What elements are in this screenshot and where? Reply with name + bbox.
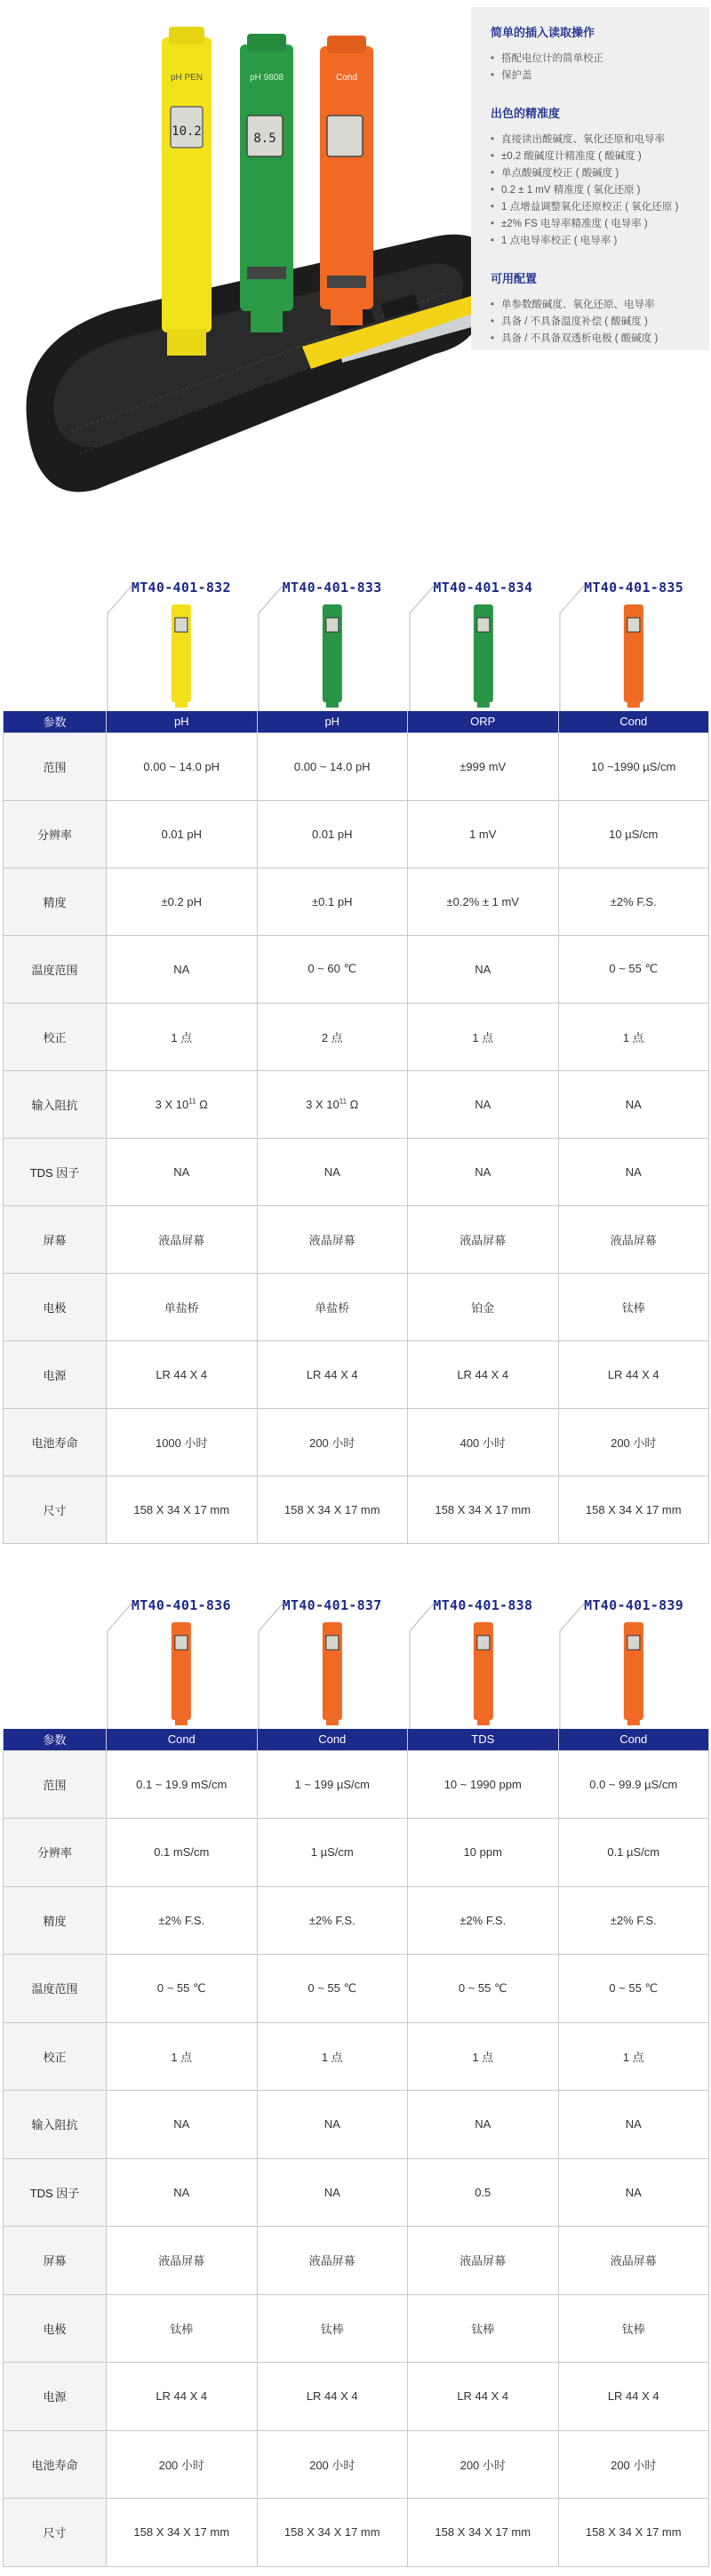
- table-row: [4, 800, 709, 868]
- table-cell: 1 点: [408, 1003, 559, 1070]
- table-cell: 158 X 34 X 17 mm: [107, 1476, 258, 1543]
- model-name: MT40-401-836: [131, 1597, 231, 1613]
- feature-section-title: 简单的插入读取操作: [491, 26, 595, 39]
- table-header-row: [4, 1729, 709, 1750]
- table-cell: NA: [558, 2091, 709, 2159]
- table-cell: 液晶屏幕: [558, 2227, 709, 2295]
- pen-icon: [172, 604, 191, 708]
- table-row: [4, 935, 709, 1003]
- table-cell: 400 小时: [408, 1408, 559, 1476]
- model-column: [558, 569, 709, 711]
- row-label: 尺寸: [4, 1476, 107, 1543]
- column-header: pH: [257, 711, 408, 732]
- table-cell: NA: [107, 2158, 258, 2227]
- table-cell: ±0.2 pH: [107, 868, 258, 935]
- pen-icon: [172, 1622, 191, 1725]
- table-cell: 0 ~ 60 ℃: [257, 935, 408, 1003]
- table-cell: NA: [257, 2158, 408, 2227]
- table-row: [4, 2294, 709, 2363]
- table-row: [4, 1138, 709, 1205]
- feature-section-title: 出色的精准度: [491, 107, 561, 120]
- table-row: [4, 1886, 709, 1955]
- table-cell: 158 X 34 X 17 mm: [257, 1476, 408, 1543]
- table-cell: LR 44 X 4: [257, 2363, 408, 2431]
- row-label: 屏幕: [4, 1205, 107, 1273]
- table-cell: 1 点: [558, 2022, 709, 2091]
- table-cell: NA: [257, 2091, 408, 2159]
- column-header: TDS: [408, 1729, 559, 1750]
- row-label: 精度: [4, 1886, 107, 1955]
- column-header: 参数: [4, 711, 107, 732]
- model-pen-icon: [408, 1587, 559, 1729]
- table-cell: 200 小时: [558, 1408, 709, 1476]
- table-cell: 钛棒: [558, 1273, 709, 1340]
- spec-table: [3, 711, 709, 1544]
- feature-item: • ±2% FS 电导率精准度 ( 电导率 ): [491, 216, 690, 233]
- model-name: MT40-401-835: [584, 580, 684, 596]
- table-cell: 158 X 34 X 17 mm: [408, 2499, 559, 2567]
- model-name: MT40-401-839: [584, 1597, 684, 1613]
- table-cell: 液晶屏幕: [107, 2227, 258, 2295]
- cell-unit: Ω: [347, 1097, 359, 1111]
- table-cell: 液晶屏幕: [408, 1205, 559, 1273]
- row-label: 输入阻抗: [4, 1070, 107, 1138]
- table-cell: 0.0 ~ 99.9 µS/cm: [558, 1750, 709, 1819]
- feature-item: • 保护盖: [491, 68, 690, 84]
- pen-green-display: 8.5: [253, 132, 276, 146]
- feature-item: • 具备 / 不具备双透析电极 ( 酸碱度 ): [491, 331, 690, 348]
- table-cell: 200 小时: [558, 2430, 709, 2499]
- pen-icon: [624, 604, 643, 708]
- table-cell: 10 ppm: [408, 1819, 559, 1887]
- table-cell: NA: [558, 1138, 709, 1205]
- model-pen-icon: [558, 569, 709, 711]
- table-cell: 液晶屏幕: [257, 2227, 408, 2295]
- table-cell: NA: [107, 2091, 258, 2159]
- model-column: [106, 569, 257, 711]
- table-cell: NA: [408, 1070, 559, 1138]
- table-row: [4, 1750, 709, 1819]
- cell-base: 3 X 10: [155, 1097, 189, 1111]
- table-cell: 1 点: [257, 2022, 408, 2091]
- feature-item: • ±0.2 酸碱度计精准度 ( 酸碱度 ): [491, 148, 690, 165]
- pen-orange: [320, 36, 373, 325]
- product-photo: [18, 27, 498, 507]
- table-row: [4, 2091, 709, 2159]
- table-cell: 158 X 34 X 17 mm: [257, 2499, 408, 2567]
- row-label: TDS 因子: [4, 1138, 107, 1205]
- model-column: [408, 569, 559, 711]
- column-header: ORP: [408, 711, 559, 732]
- model-name: MT40-401-834: [433, 580, 533, 596]
- table-cell: NA: [107, 935, 258, 1003]
- pen-icon: [473, 604, 492, 708]
- model-column: [257, 569, 408, 711]
- table-cell: NA: [107, 1138, 258, 1205]
- model-pen-icon: [558, 1587, 709, 1729]
- feature-item: • 单点酸碱度校正 ( 酸碱度 ): [491, 165, 690, 182]
- table-cell: 1 mV: [408, 800, 559, 868]
- table-cell: 钛棒: [107, 2294, 258, 2363]
- table-row: [4, 2158, 709, 2227]
- row-label: 输入阻抗: [4, 2091, 107, 2159]
- table-cell: NA: [408, 935, 559, 1003]
- table-cell: 单盐桥: [107, 1273, 258, 1340]
- table-cell: 1 点: [408, 2022, 559, 2091]
- pen-yellow: [162, 27, 212, 356]
- table-row: [4, 1340, 709, 1408]
- feature-item: • 单参数酸碱度、氧化还原、电导率: [491, 297, 690, 314]
- column-header: Cond: [107, 1729, 258, 1750]
- model-column: [106, 1587, 257, 1729]
- table-row: [4, 1408, 709, 1476]
- table-cell: 0.00 ~ 14.0 pH: [107, 732, 258, 800]
- feature-section: [491, 269, 690, 348]
- table-cell: [107, 1070, 258, 1138]
- table-cell: 1 点: [107, 2022, 258, 2091]
- pen-icon: [323, 1622, 342, 1725]
- feature-section-title: 可用配置: [491, 272, 538, 285]
- table-cell: 0.01 pH: [107, 800, 258, 868]
- table-cell: NA: [408, 1138, 559, 1205]
- feature-section: [491, 23, 690, 84]
- cell-exponent: 11: [188, 1097, 196, 1106]
- pen-green: [240, 34, 293, 332]
- table-cell: 0.5: [408, 2158, 559, 2227]
- table-row: [4, 2430, 709, 2499]
- model-column: [408, 1587, 559, 1729]
- table-cell: 铂金: [408, 1273, 559, 1340]
- model-pen-icon: [257, 1587, 408, 1729]
- model-header-row: [0, 1587, 711, 1729]
- feature-item: • 1 点增益调整氧化还原校正 ( 氧化还原 ): [491, 199, 690, 216]
- row-label: 电池寿命: [4, 2430, 107, 2499]
- table-cell: ±2% F.S.: [558, 868, 709, 935]
- row-label: 屏幕: [4, 2227, 107, 2295]
- row-label: 温度范围: [4, 935, 107, 1003]
- model-pen-icon: [106, 569, 257, 711]
- table-cell: 158 X 34 X 17 mm: [408, 1476, 559, 1543]
- table-cell: 钛棒: [257, 2294, 408, 2363]
- table-cell: 158 X 34 X 17 mm: [107, 2499, 258, 2567]
- table-cell: 0 ~ 55 ℃: [558, 935, 709, 1003]
- model-name: MT40-401-833: [282, 580, 382, 596]
- model-pen-icon: [408, 569, 559, 711]
- table-cell: ±2% F.S.: [408, 1886, 559, 1955]
- table-cell: 0.1 mS/cm: [107, 1819, 258, 1887]
- table-cell: 200 小时: [257, 1408, 408, 1476]
- table-cell: 1 点: [107, 1003, 258, 1070]
- column-header: Cond: [558, 1729, 709, 1750]
- model-column: [257, 1587, 408, 1729]
- model-column: [558, 1587, 709, 1729]
- table-row: [4, 1273, 709, 1340]
- column-header: Cond: [558, 711, 709, 732]
- table-cell: 200 小时: [107, 2430, 258, 2499]
- table-cell: LR 44 X 4: [257, 1340, 408, 1408]
- cell-unit: Ω: [196, 1097, 208, 1111]
- table-cell: 1 µS/cm: [257, 1819, 408, 1887]
- row-label: 分辨率: [4, 800, 107, 868]
- pen-orange-label: Cond: [336, 73, 357, 83]
- table-cell: LR 44 X 4: [408, 1340, 559, 1408]
- table-row: [4, 1476, 709, 1543]
- model-name: MT40-401-832: [131, 580, 231, 596]
- model-name: MT40-401-838: [433, 1597, 533, 1613]
- row-label: 分辨率: [4, 1819, 107, 1887]
- table-row: [4, 1003, 709, 1070]
- table-cell: 钛棒: [558, 2294, 709, 2363]
- column-header: pH: [107, 711, 258, 732]
- row-label: 电极: [4, 1273, 107, 1340]
- row-label: 温度范围: [4, 1955, 107, 2023]
- table-cell: 0.1 µS/cm: [558, 1819, 709, 1887]
- table-cell: 200 小时: [408, 2430, 559, 2499]
- column-header: 参数: [4, 1729, 107, 1750]
- spec-table-1: [0, 569, 711, 1544]
- pen-icon: [473, 1622, 492, 1725]
- table-cell: LR 44 X 4: [558, 1340, 709, 1408]
- row-label: 范围: [4, 732, 107, 800]
- pen-yellow-label: pH PEN: [170, 73, 204, 83]
- table-cell: 钛棒: [408, 2294, 559, 2363]
- table-cell: 1000 小时: [107, 1408, 258, 1476]
- table-cell: ±999 mV: [408, 732, 559, 800]
- table-cell: NA: [257, 1138, 408, 1205]
- table-cell: 10 ~1990 µS/cm: [558, 732, 709, 800]
- feature-item: • 1 点电导率校正 ( 电导率 ): [491, 233, 690, 250]
- table-cell: 液晶屏幕: [257, 1205, 408, 1273]
- table-cell: 0.1 ~ 19.9 mS/cm: [107, 1750, 258, 1819]
- feature-section: [491, 104, 690, 250]
- pen-icon: [624, 1622, 643, 1725]
- table-cell: 1 点: [558, 1003, 709, 1070]
- table-row: [4, 2499, 709, 2567]
- spec-table: [3, 1729, 709, 2567]
- model-name: MT40-401-837: [282, 1597, 382, 1613]
- table-cell: NA: [558, 1070, 709, 1138]
- feature-item: • 0.2 ± 1 mV 精准度 ( 氧化还原 ): [491, 182, 690, 199]
- table-cell: 液晶屏幕: [107, 1205, 258, 1273]
- table-cell: ±2% F.S.: [257, 1886, 408, 1955]
- cell-base: 3 X 10: [306, 1097, 340, 1111]
- table-row: [4, 868, 709, 935]
- table-cell: 10 µS/cm: [558, 800, 709, 868]
- model-pen-icon: [257, 569, 408, 711]
- feature-item: • 直接读出酸碱度、氧化还原和电导率: [491, 132, 690, 148]
- pen-yellow-display: 10.2: [172, 124, 202, 139]
- cell-exponent: 11: [339, 1097, 348, 1106]
- pen-green-label: pH 9808: [250, 73, 284, 83]
- row-label: 校正: [4, 1003, 107, 1070]
- table-cell: LR 44 X 4: [107, 2363, 258, 2431]
- table-cell: 0 ~ 55 ℃: [558, 1955, 709, 2023]
- table-cell: LR 44 X 4: [408, 2363, 559, 2431]
- table-cell: 液晶屏幕: [558, 1205, 709, 1273]
- feature-item: • 搭配电位计的简单校正: [491, 51, 690, 68]
- table-cell: 158 X 34 X 17 mm: [558, 2499, 709, 2567]
- table-cell: 0 ~ 55 ℃: [257, 1955, 408, 2023]
- table-cell: 1 ~ 199 µS/cm: [257, 1750, 408, 1819]
- table-cell: 0.01 pH: [257, 800, 408, 868]
- table-cell: NA: [558, 2158, 709, 2227]
- table-row: [4, 1819, 709, 1887]
- table-cell: ±0.2% ± 1 mV: [408, 868, 559, 935]
- spec-table-2: [0, 1587, 711, 2567]
- table-cell: 10 ~ 1990 ppm: [408, 1750, 559, 1819]
- feature-item: • 具备 / 不具备温度补偿 ( 酸碱度 ): [491, 314, 690, 331]
- column-header: Cond: [257, 1729, 408, 1750]
- table-cell: 2 点: [257, 1003, 408, 1070]
- feature-panel: [471, 7, 709, 350]
- table-cell: NA: [408, 2091, 559, 2159]
- table-cell: 0.00 ~ 14.0 pH: [257, 732, 408, 800]
- table-row: [4, 1955, 709, 2023]
- table-cell: LR 44 X 4: [558, 2363, 709, 2431]
- table-header-row: [4, 711, 709, 732]
- table-row: [4, 1070, 709, 1138]
- table-cell: 158 X 34 X 17 mm: [558, 1476, 709, 1543]
- row-label: 电源: [4, 1340, 107, 1408]
- row-label: 精度: [4, 868, 107, 935]
- table-cell: ±0.1 pH: [257, 868, 408, 935]
- table-cell: LR 44 X 4: [107, 1340, 258, 1408]
- table-row: [4, 2363, 709, 2431]
- table-cell: 0 ~ 55 ℃: [408, 1955, 559, 2023]
- product-hero: [0, 0, 711, 507]
- table-cell: 200 小时: [257, 2430, 408, 2499]
- row-label: 范围: [4, 1750, 107, 1819]
- table-cell: [257, 1070, 408, 1138]
- row-label: 电源: [4, 2363, 107, 2431]
- pen-icon: [323, 604, 342, 708]
- table-cell: 液晶屏幕: [408, 2227, 559, 2295]
- table-row: [4, 732, 709, 800]
- row-label: 电池寿命: [4, 1408, 107, 1476]
- table-cell: 单盐桥: [257, 1273, 408, 1340]
- table-row: [4, 2022, 709, 2091]
- row-label: 校正: [4, 2022, 107, 2091]
- model-pen-icon: [106, 1587, 257, 1729]
- row-label: 尺寸: [4, 2499, 107, 2567]
- table-cell: ±2% F.S.: [107, 1886, 258, 1955]
- table-cell: 0 ~ 55 ℃: [107, 1955, 258, 2023]
- table-row: [4, 1205, 709, 1273]
- table-cell: ±2% F.S.: [558, 1886, 709, 1955]
- table-row: [4, 2227, 709, 2295]
- model-header-row: [0, 569, 711, 711]
- row-label: TDS 因子: [4, 2158, 107, 2227]
- row-label: 电极: [4, 2294, 107, 2363]
